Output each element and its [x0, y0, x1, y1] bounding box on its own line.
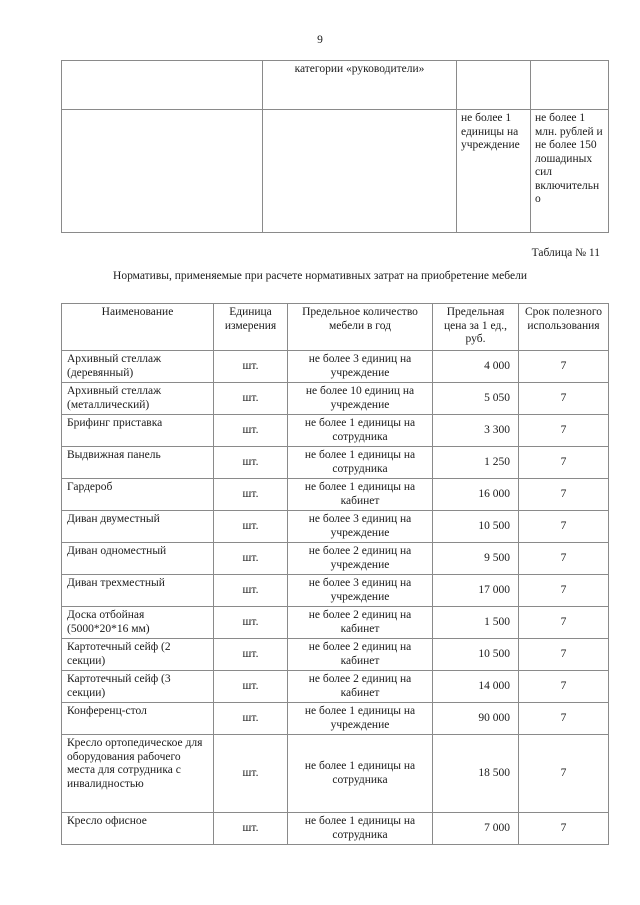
cell-item-term: 7	[519, 575, 609, 607]
cell-item-qty: не более 2 единиц на кабинет	[288, 671, 433, 703]
table-row	[62, 110, 609, 233]
cell-item-price: 5 050	[433, 383, 519, 415]
cell-item-unit: шт.	[214, 511, 288, 543]
cell-item-price: 14 000	[433, 671, 519, 703]
cell-item-unit: шт.	[214, 607, 288, 639]
cell-item-qty: не более 1 единицы на сотрудника	[288, 447, 433, 479]
cell-item-term: 7	[519, 447, 609, 479]
cell-item-price: 10 500	[433, 639, 519, 671]
cell-item-term: 7	[519, 607, 609, 639]
cell-item-term: 7	[519, 703, 609, 735]
cell-item-term: 7	[519, 479, 609, 511]
table-row	[62, 639, 609, 671]
cell-item-unit: шт.	[214, 735, 288, 813]
table-row	[62, 415, 609, 447]
cell-item-qty: не более 2 единиц на кабинет	[288, 607, 433, 639]
cell-item-name: Брифинг приставка	[62, 415, 214, 447]
cell-item-name: Архивный стеллаж (деревянный)	[62, 351, 214, 383]
cell-item-name: Архивный стеллаж (металлический)	[62, 383, 214, 415]
table-row	[62, 735, 609, 813]
cell-item-price: 18 500	[433, 735, 519, 813]
cell-item-unit: шт.	[214, 703, 288, 735]
cell-item-qty: не более 3 единиц на учреждение	[288, 575, 433, 607]
cell-item-price: 1 500	[433, 607, 519, 639]
cell-item-qty: не более 1 единицы на сотрудника	[288, 735, 433, 813]
cell-item-name: Гардероб	[62, 479, 214, 511]
cell-item-price: 10 500	[433, 511, 519, 543]
cell-item-name: Картотечный сейф (3 секции)	[62, 671, 214, 703]
cell-blank-5	[263, 110, 457, 233]
cell-item-price: 3 300	[433, 415, 519, 447]
column-header-price: Предельная цена за 1 ед., руб.	[433, 304, 519, 351]
table-row	[62, 479, 609, 511]
cell-item-unit: шт.	[214, 575, 288, 607]
table-row	[62, 607, 609, 639]
cell-item-name: Выдвижная панель	[62, 447, 214, 479]
cell-item-price: 90 000	[433, 703, 519, 735]
table-row	[62, 671, 609, 703]
cell-item-unit: шт.	[214, 351, 288, 383]
cell-category: категории «руководители»	[263, 61, 457, 110]
cell-blank-4	[62, 110, 263, 233]
cell-item-qty: не более 2 единиц на учреждение	[288, 543, 433, 575]
cell-item-unit: шт.	[214, 479, 288, 511]
table-row	[62, 383, 609, 415]
cell-item-unit: шт.	[214, 671, 288, 703]
cell-item-price: 16 000	[433, 479, 519, 511]
cell-item-qty: не более 2 единиц на кабинет	[288, 639, 433, 671]
table-row	[62, 543, 609, 575]
cell-item-unit: шт.	[214, 639, 288, 671]
cell-blank-1	[62, 61, 263, 110]
cell-item-term: 7	[519, 639, 609, 671]
cell-item-qty: не более 3 единиц на учреждение	[288, 351, 433, 383]
cell-item-name: Доска отбойная (5000*20*16 мм)	[62, 607, 214, 639]
cell-price-limit: не более 1 млн. рублей и не более 150 лошадиных сил включительно	[531, 110, 609, 233]
cell-item-name: Диван одноместный	[62, 543, 214, 575]
cell-item-name: Конференц-стол	[62, 703, 214, 735]
cell-item-qty: не более 1 единицы на сотрудника	[288, 813, 433, 845]
table-row	[62, 511, 609, 543]
cell-item-unit: шт.	[214, 415, 288, 447]
table-row	[62, 351, 609, 383]
column-header-qty: Предельное количество мебели в год	[288, 304, 433, 351]
table-row	[62, 813, 609, 845]
cell-item-term: 7	[519, 735, 609, 813]
continued-table	[61, 60, 609, 233]
cell-item-unit: шт.	[214, 813, 288, 845]
cell-item-price: 7 000	[433, 813, 519, 845]
cell-item-qty: не более 1 единицы на сотрудника	[288, 415, 433, 447]
cell-item-term: 7	[519, 813, 609, 845]
cell-item-term: 7	[519, 383, 609, 415]
cell-item-term: 7	[519, 351, 609, 383]
cell-blank-3	[531, 61, 609, 110]
cell-item-unit: шт.	[214, 447, 288, 479]
cell-item-unit: шт.	[214, 543, 288, 575]
cell-item-price: 4 000	[433, 351, 519, 383]
cell-item-name: Картотечный сейф (2 секции)	[62, 639, 214, 671]
cell-item-term: 7	[519, 415, 609, 447]
cell-item-term: 7	[519, 511, 609, 543]
table-row	[62, 61, 609, 110]
cell-item-qty: не более 1 единицы на учреждение	[288, 703, 433, 735]
cell-item-price: 17 000	[433, 575, 519, 607]
furniture-norms-table	[61, 303, 609, 845]
table-title: Нормативы, применяемые при расчете нормативных затрат на приобретение мебели	[113, 270, 527, 282]
cell-item-name: Кресло офисное	[62, 813, 214, 845]
cell-item-price: 1 250	[433, 447, 519, 479]
cell-item-unit: шт.	[214, 383, 288, 415]
cell-item-term: 7	[519, 543, 609, 575]
cell-quantity-limit: не более 1 единицы на учреждение	[457, 110, 531, 233]
cell-item-name: Кресло ортопедическое для оборудования рабочего места для сотрудника с инвалидностью	[62, 735, 214, 813]
column-header-unit: Единица измерения	[214, 304, 288, 351]
column-header-name: Наименование	[62, 304, 214, 351]
cell-item-qty: не более 3 единиц на учреждение	[288, 511, 433, 543]
cell-item-term: 7	[519, 671, 609, 703]
cell-blank-2	[457, 61, 531, 110]
table-row	[62, 703, 609, 735]
table-row	[62, 447, 609, 479]
table-caption: Таблица № 11	[531, 247, 600, 259]
table-header-row	[62, 304, 609, 351]
cell-item-price: 9 500	[433, 543, 519, 575]
cell-item-name: Диван трехместный	[62, 575, 214, 607]
page-number: 9	[317, 34, 323, 46]
cell-item-name: Диван двуместный	[62, 511, 214, 543]
table-row	[62, 575, 609, 607]
cell-item-qty: не более 1 единицы на кабинет	[288, 479, 433, 511]
cell-item-qty: не более 10 единиц на учреждение	[288, 383, 433, 415]
column-header-term: Срок полезного использования	[519, 304, 609, 351]
